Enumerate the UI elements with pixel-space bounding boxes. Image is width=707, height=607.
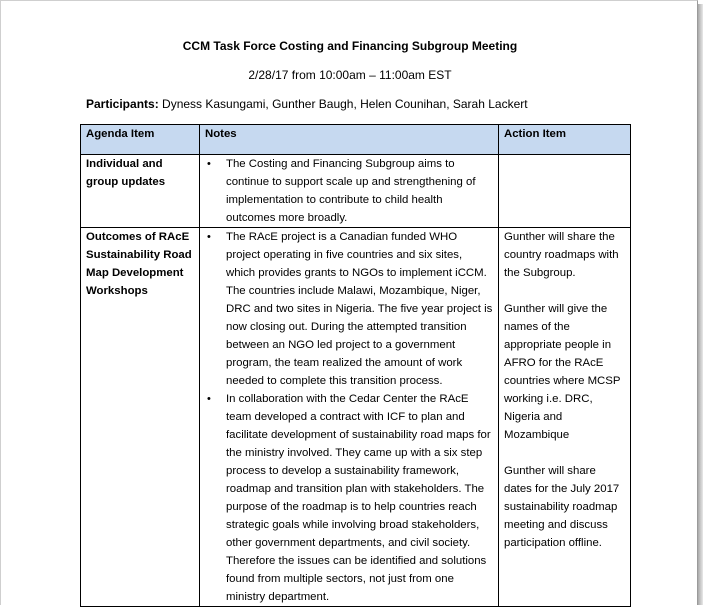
meeting-date: 2/28/17 from 10:00am – 11:00am EST — [248, 68, 452, 82]
header-agenda-item: Agenda Item — [81, 125, 200, 155]
document-title: CCM Task Force Costing and Financing Subgroup Meeting — [182, 39, 518, 53]
header-action-item: Action Item — [499, 125, 631, 155]
action-item-text: Gunther will give the names of the appropriate people in AFRO for the RAcE countries where MCSP working i.e. DRC, Nigeria and Mozambique — [504, 303, 621, 441]
notes-list — [205, 228, 494, 606]
notes-list — [205, 155, 494, 227]
note-bullet: • The Costing and Financing Subgroup aims to continue to support scale up and strengthening of implementation to contribute to child health outcomes more broadly. — [205, 155, 494, 227]
participants-line — [86, 96, 528, 112]
header-notes: Notes — [200, 125, 499, 155]
table-row — [81, 228, 631, 607]
agenda-table — [80, 124, 631, 607]
agenda-item-cell: Individual and group updates — [81, 155, 200, 228]
note-bullet: • In collaboration with the Cedar Center the RAcE team developed a contract with ICF to plan and facilitate development of sustainability road maps for the ministry involved. They came up with a six step process to develop a sustainability framework, roadmap and transition plan with stakeholders. The purpose of the roadmap is to help countries reach strategic goals while involving broad stakeholders, other government departments, and civil society. Therefore the issues can be identified and solutions found from multiple sectors, not just from one ministry department. — [205, 390, 494, 606]
action-item-cell — [499, 228, 631, 607]
table-row — [81, 155, 631, 228]
action-item-cell — [499, 155, 631, 228]
action-item-text: Gunther will share the country roadmaps with the Subgroup. — [504, 231, 619, 279]
participants-names: Dyness Kasungami, Gunther Baugh, Helen Counihan, Sarah Lackert — [162, 97, 528, 111]
notes-cell — [200, 155, 499, 228]
action-item-text: Gunther will share dates for the July 2017 sustainability roadmap meeting and discuss participation offline. — [504, 465, 620, 549]
table-header-row — [81, 125, 631, 155]
page-shadow — [698, 4, 703, 605]
notes-cell — [200, 228, 499, 607]
agenda-item-cell: Outcomes of RAcE Sustainability Road Map Development Workshops — [81, 228, 200, 607]
note-bullet: • The RAcE project is a Canadian funded WHO project operating in five countries and six sites, which provides grants to NGOs to implement iCCM. The countries include Malawi, Mozambique, Niger, DRC and two sites in Nigeria. The five year project is now closing out. During the attempted transition between an NGO led project to a government program, the team realized the amount of work needed to complete this transition process. — [205, 228, 494, 390]
participants-label: Participants: — [86, 97, 159, 111]
